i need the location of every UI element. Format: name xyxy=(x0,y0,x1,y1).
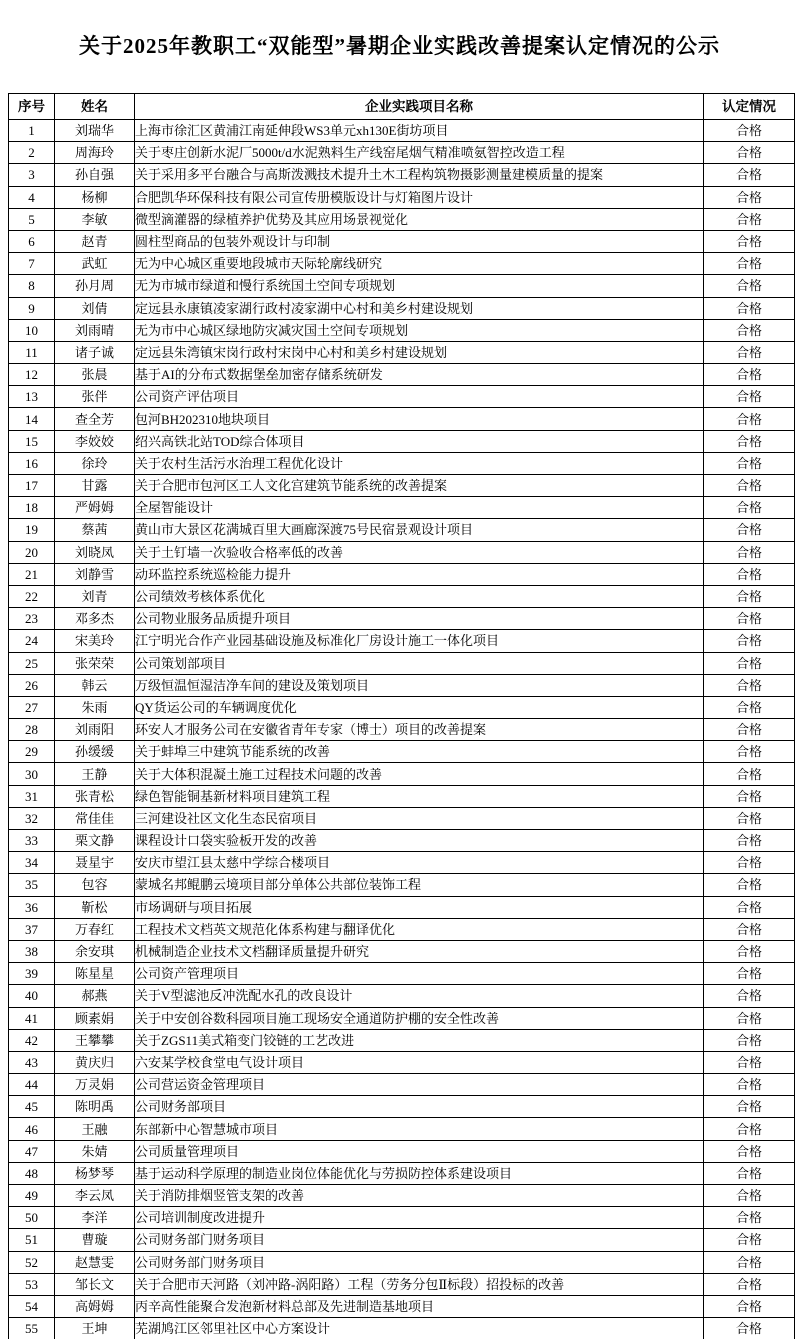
cell-status: 合格 xyxy=(704,985,795,1007)
cell-status: 合格 xyxy=(704,940,795,962)
cell-status: 合格 xyxy=(704,1207,795,1229)
cell-status: 合格 xyxy=(704,608,795,630)
cell-name: 顾素娟 xyxy=(55,1007,135,1029)
table-row xyxy=(9,430,795,452)
cell-name: 李敏 xyxy=(55,208,135,230)
cell-project: 东部新中心智慧城市项目 xyxy=(135,1118,704,1140)
cell-no: 8 xyxy=(9,275,55,297)
cell-project: 动环监控系统巡检能力提升 xyxy=(135,563,704,585)
cell-status: 合格 xyxy=(704,253,795,275)
cell-name: 李洋 xyxy=(55,1207,135,1229)
cell-status: 合格 xyxy=(704,1096,795,1118)
cell-status: 合格 xyxy=(704,696,795,718)
cell-no: 40 xyxy=(9,985,55,1007)
cell-status: 合格 xyxy=(704,297,795,319)
table-row xyxy=(9,208,795,230)
cell-status: 合格 xyxy=(704,1162,795,1184)
table-row xyxy=(9,896,795,918)
cell-status: 合格 xyxy=(704,408,795,430)
cell-no: 19 xyxy=(9,519,55,541)
table-row xyxy=(9,1118,795,1140)
table-row xyxy=(9,1318,795,1339)
cell-status: 合格 xyxy=(704,763,795,785)
cell-status: 合格 xyxy=(704,208,795,230)
cell-name: 朱雨 xyxy=(55,696,135,718)
cell-project: 合肥凯华环保科技有限公司宣传册模版设计与灯箱图片设计 xyxy=(135,186,704,208)
cell-status: 合格 xyxy=(704,807,795,829)
cell-no: 30 xyxy=(9,763,55,785)
cell-name: 李云凤 xyxy=(55,1185,135,1207)
cell-name: 曹璇 xyxy=(55,1229,135,1251)
table-row xyxy=(9,1140,795,1162)
cell-no: 5 xyxy=(9,208,55,230)
cell-status: 合格 xyxy=(704,120,795,142)
cell-no: 22 xyxy=(9,585,55,607)
cell-no: 2 xyxy=(9,142,55,164)
cell-name: 刘青 xyxy=(55,585,135,607)
cell-name: 万灵娟 xyxy=(55,1074,135,1096)
cell-name: 杨梦琴 xyxy=(55,1162,135,1184)
cell-status: 合格 xyxy=(704,230,795,252)
cell-status: 合格 xyxy=(704,1185,795,1207)
cell-no: 54 xyxy=(9,1295,55,1317)
cell-status: 合格 xyxy=(704,1007,795,1029)
cell-name: 陈明禹 xyxy=(55,1096,135,1118)
cell-project: 基于运动科学原理的制造业岗位体能优化与劳损防控体系建设项目 xyxy=(135,1162,704,1184)
table-row xyxy=(9,164,795,186)
cell-project: 公司财务部项目 xyxy=(135,1096,704,1118)
cell-no: 49 xyxy=(9,1185,55,1207)
cell-name: 李姣姣 xyxy=(55,430,135,452)
cell-status: 合格 xyxy=(704,674,795,696)
cell-project: 关于合肥市天河路（刘冲路-涡阳路）工程（劳务分包Ⅱ标段）招投标的改善 xyxy=(135,1273,704,1295)
header-project: 企业实践项目名称 xyxy=(135,94,704,120)
cell-project: 关于V型滤池反冲洗配水孔的改良设计 xyxy=(135,985,704,1007)
title-area xyxy=(0,0,799,93)
cell-name: 常佳佳 xyxy=(55,807,135,829)
table-row xyxy=(9,475,795,497)
cell-name: 邹长文 xyxy=(55,1273,135,1295)
cell-project: 蒙城名邦鲲鹏云境项目部分单体公共部位装饰工程 xyxy=(135,874,704,896)
cell-project: 机械制造企业技术文档翻译质量提升研究 xyxy=(135,940,704,962)
cell-no: 1 xyxy=(9,120,55,142)
cell-project: 公司质量管理项目 xyxy=(135,1140,704,1162)
cell-project: 公司财务部门财务项目 xyxy=(135,1251,704,1273)
table-row xyxy=(9,297,795,319)
cell-name: 邓多杰 xyxy=(55,608,135,630)
cell-no: 17 xyxy=(9,475,55,497)
cell-status: 合格 xyxy=(704,1029,795,1051)
cell-no: 50 xyxy=(9,1207,55,1229)
cell-no: 35 xyxy=(9,874,55,896)
cell-no: 10 xyxy=(9,319,55,341)
cell-status: 合格 xyxy=(704,541,795,563)
table-row xyxy=(9,1051,795,1073)
cell-project: QY货运公司的车辆调度优化 xyxy=(135,696,704,718)
header-row xyxy=(9,94,795,120)
cell-status: 合格 xyxy=(704,1229,795,1251)
cell-no: 27 xyxy=(9,696,55,718)
cell-name: 张青松 xyxy=(55,785,135,807)
table-row xyxy=(9,1096,795,1118)
cell-status: 合格 xyxy=(704,652,795,674)
cell-name: 孙缓缓 xyxy=(55,741,135,763)
header-name: 姓名 xyxy=(55,94,135,120)
cell-no: 32 xyxy=(9,807,55,829)
cell-no: 28 xyxy=(9,719,55,741)
cell-project: 无为市城市绿道和慢行系统国土空间专项规划 xyxy=(135,275,704,297)
cell-project: 包河BH202310地块项目 xyxy=(135,408,704,430)
cell-status: 合格 xyxy=(704,497,795,519)
cell-status: 合格 xyxy=(704,830,795,852)
cell-project: 公司财务部门财务项目 xyxy=(135,1229,704,1251)
cell-name: 聂星宇 xyxy=(55,852,135,874)
cell-no: 25 xyxy=(9,652,55,674)
cell-project: 环安人才服务公司在安徽省青年专家（博士）项目的改善提案 xyxy=(135,719,704,741)
table-row xyxy=(9,763,795,785)
table-row xyxy=(9,120,795,142)
table-row xyxy=(9,1273,795,1295)
cell-no: 31 xyxy=(9,785,55,807)
cell-status: 合格 xyxy=(704,1251,795,1273)
cell-status: 合格 xyxy=(704,719,795,741)
table-row xyxy=(9,918,795,940)
cell-name: 陈星星 xyxy=(55,963,135,985)
table-row xyxy=(9,785,795,807)
cell-name: 甘露 xyxy=(55,475,135,497)
cell-project: 课程设计口袋实验板开发的改善 xyxy=(135,830,704,852)
proposals-table xyxy=(8,93,795,1339)
cell-status: 合格 xyxy=(704,275,795,297)
cell-name: 刘雨阳 xyxy=(55,719,135,741)
cell-status: 合格 xyxy=(704,186,795,208)
cell-no: 48 xyxy=(9,1162,55,1184)
cell-no: 12 xyxy=(9,364,55,386)
table-row xyxy=(9,386,795,408)
cell-name: 包容 xyxy=(55,874,135,896)
table-row xyxy=(9,985,795,1007)
cell-project: 公司培训制度改进提升 xyxy=(135,1207,704,1229)
cell-project: 万级恒温恒湿洁净车间的建设及策划项目 xyxy=(135,674,704,696)
table-row xyxy=(9,1207,795,1229)
cell-no: 46 xyxy=(9,1118,55,1140)
cell-project: 安庆市望江县太慈中学综合楼项目 xyxy=(135,852,704,874)
cell-project: 市场调研与项目拓展 xyxy=(135,896,704,918)
cell-status: 合格 xyxy=(704,1118,795,1140)
cell-status: 合格 xyxy=(704,1318,795,1339)
cell-status: 合格 xyxy=(704,741,795,763)
cell-no: 9 xyxy=(9,297,55,319)
cell-no: 55 xyxy=(9,1318,55,1339)
cell-no: 39 xyxy=(9,963,55,985)
cell-no: 7 xyxy=(9,253,55,275)
cell-status: 合格 xyxy=(704,519,795,541)
cell-status: 合格 xyxy=(704,452,795,474)
cell-name: 赵青 xyxy=(55,230,135,252)
cell-no: 43 xyxy=(9,1051,55,1073)
cell-no: 38 xyxy=(9,940,55,962)
cell-no: 15 xyxy=(9,430,55,452)
cell-status: 合格 xyxy=(704,896,795,918)
cell-no: 41 xyxy=(9,1007,55,1029)
cell-name: 刘倩 xyxy=(55,297,135,319)
cell-no: 51 xyxy=(9,1229,55,1251)
cell-name: 朱婧 xyxy=(55,1140,135,1162)
table-row xyxy=(9,364,795,386)
cell-no: 13 xyxy=(9,386,55,408)
table-header xyxy=(9,94,795,120)
table-row xyxy=(9,319,795,341)
table-row xyxy=(9,1029,795,1051)
cell-project: 公司资产评估项目 xyxy=(135,386,704,408)
cell-project: 关于采用多平台融合与高斯泼溅技术提升土木工程构筑物摄影测量建模质量的提案 xyxy=(135,164,704,186)
cell-project: 关于蚌埠三中建筑节能系统的改善 xyxy=(135,741,704,763)
cell-project: 定远县朱湾镇宋岗行政村宋岗中心村和美乡村建设规划 xyxy=(135,341,704,363)
table-row xyxy=(9,230,795,252)
cell-project: 基于AI的分布式数据堡垒加密存储系统研发 xyxy=(135,364,704,386)
table-row xyxy=(9,253,795,275)
cell-no: 36 xyxy=(9,896,55,918)
cell-project: 关于消防排烟竖管支架的改善 xyxy=(135,1185,704,1207)
table-row xyxy=(9,186,795,208)
cell-name: 王静 xyxy=(55,763,135,785)
table-row xyxy=(9,874,795,896)
table-row xyxy=(9,852,795,874)
cell-no: 29 xyxy=(9,741,55,763)
cell-no: 16 xyxy=(9,452,55,474)
cell-status: 合格 xyxy=(704,585,795,607)
table-row xyxy=(9,807,795,829)
page-title: 关于2025年教职工“双能型”暑期企业实践改善提案认定情况的公示 xyxy=(79,34,720,59)
cell-name: 栗文静 xyxy=(55,830,135,852)
cell-status: 合格 xyxy=(704,852,795,874)
cell-project: 关于中安创谷数科园项目施工现场安全通道防护棚的安全性改善 xyxy=(135,1007,704,1029)
table-row xyxy=(9,741,795,763)
cell-no: 14 xyxy=(9,408,55,430)
table-row xyxy=(9,142,795,164)
cell-status: 合格 xyxy=(704,364,795,386)
cell-status: 合格 xyxy=(704,630,795,652)
cell-no: 37 xyxy=(9,918,55,940)
cell-name: 黄庆归 xyxy=(55,1051,135,1073)
cell-project: 绍兴高铁北站TOD综合体项目 xyxy=(135,430,704,452)
table-row xyxy=(9,341,795,363)
cell-name: 刘静雪 xyxy=(55,563,135,585)
cell-name: 刘晓凤 xyxy=(55,541,135,563)
table-row xyxy=(9,1295,795,1317)
cell-name: 张伴 xyxy=(55,386,135,408)
table-row xyxy=(9,541,795,563)
cell-no: 21 xyxy=(9,563,55,585)
table-row xyxy=(9,963,795,985)
cell-no: 24 xyxy=(9,630,55,652)
cell-name: 蔡茜 xyxy=(55,519,135,541)
cell-status: 合格 xyxy=(704,386,795,408)
table-row xyxy=(9,275,795,297)
cell-name: 靳松 xyxy=(55,896,135,918)
cell-no: 26 xyxy=(9,674,55,696)
cell-status: 合格 xyxy=(704,475,795,497)
cell-project: 六安某学校食堂电气设计项目 xyxy=(135,1051,704,1073)
header-no: 序号 xyxy=(9,94,55,120)
cell-project: 丙辛高性能聚合发泡新材料总部及先进制造基地项目 xyxy=(135,1295,704,1317)
cell-name: 郝燕 xyxy=(55,985,135,1007)
table-row xyxy=(9,1251,795,1273)
cell-status: 合格 xyxy=(704,563,795,585)
cell-status: 合格 xyxy=(704,785,795,807)
table-row xyxy=(9,696,795,718)
cell-project: 公司资产管理项目 xyxy=(135,963,704,985)
cell-project: 绿色智能铜基新材料项目建筑工程 xyxy=(135,785,704,807)
cell-no: 47 xyxy=(9,1140,55,1162)
table-row xyxy=(9,940,795,962)
cell-name: 武虹 xyxy=(55,253,135,275)
cell-project: 上海市徐汇区黄浦江南延伸段WS3单元xh130E街坊项目 xyxy=(135,120,704,142)
table-row xyxy=(9,585,795,607)
cell-no: 44 xyxy=(9,1074,55,1096)
table-body xyxy=(9,120,795,1339)
cell-project: 关于农村生活污水治理工程优化设计 xyxy=(135,452,704,474)
cell-status: 合格 xyxy=(704,1051,795,1073)
cell-no: 4 xyxy=(9,186,55,208)
cell-project: 关于大体积混凝土施工过程技术问题的改善 xyxy=(135,763,704,785)
cell-no: 42 xyxy=(9,1029,55,1051)
cell-status: 合格 xyxy=(704,1273,795,1295)
cell-name: 王坤 xyxy=(55,1318,135,1339)
cell-no: 20 xyxy=(9,541,55,563)
cell-name: 张晨 xyxy=(55,364,135,386)
cell-no: 34 xyxy=(9,852,55,874)
cell-name: 万春红 xyxy=(55,918,135,940)
cell-project: 定远县永康镇凌家湖行政村凌家湖中心村和美乡村建设规划 xyxy=(135,297,704,319)
cell-project: 关于合肥市包河区工人文化宫建筑节能系统的改善提案 xyxy=(135,475,704,497)
table-row xyxy=(9,452,795,474)
table-row xyxy=(9,1074,795,1096)
table-row xyxy=(9,519,795,541)
cell-status: 合格 xyxy=(704,963,795,985)
table-row xyxy=(9,652,795,674)
cell-project: 公司绩效考核体系优化 xyxy=(135,585,704,607)
cell-name: 余安琪 xyxy=(55,940,135,962)
cell-project: 工程技术文档英文规范化体系构建与翻译优化 xyxy=(135,918,704,940)
table-row xyxy=(9,408,795,430)
cell-name: 张荣荣 xyxy=(55,652,135,674)
cell-project: 圆柱型商品的包装外观设计与印制 xyxy=(135,230,704,252)
cell-name: 查全芳 xyxy=(55,408,135,430)
cell-status: 合格 xyxy=(704,1140,795,1162)
cell-name: 韩云 xyxy=(55,674,135,696)
cell-project: 公司物业服务品质提升项目 xyxy=(135,608,704,630)
cell-no: 53 xyxy=(9,1273,55,1295)
cell-name: 高姆姆 xyxy=(55,1295,135,1317)
cell-status: 合格 xyxy=(704,341,795,363)
cell-no: 23 xyxy=(9,608,55,630)
cell-no: 33 xyxy=(9,830,55,852)
cell-name: 周海玲 xyxy=(55,142,135,164)
cell-name: 徐玲 xyxy=(55,452,135,474)
cell-project: 芜湖鸠江区邻里社区中心方案设计 xyxy=(135,1318,704,1339)
cell-project: 江宁明光合作产业园基础设施及标准化厂房设计施工一体化项目 xyxy=(135,630,704,652)
table-row xyxy=(9,719,795,741)
cell-project: 关于土钉墙一次验收合格率低的改善 xyxy=(135,541,704,563)
cell-name: 杨柳 xyxy=(55,186,135,208)
cell-project: 关于ZGS11美式箱变门铰链的工艺改进 xyxy=(135,1029,704,1051)
cell-name: 诸子诚 xyxy=(55,341,135,363)
cell-name: 刘雨晴 xyxy=(55,319,135,341)
cell-no: 6 xyxy=(9,230,55,252)
cell-name: 王融 xyxy=(55,1118,135,1140)
cell-name: 严姆姆 xyxy=(55,497,135,519)
table-row xyxy=(9,674,795,696)
cell-project: 关于枣庄创新水泥厂5000t/d水泥熟料生产线窑尾烟气精准喷氨智控改造工程 xyxy=(135,142,704,164)
table-row xyxy=(9,1162,795,1184)
cell-project: 无为市中心城区绿地防灾减灾国土空间专项规划 xyxy=(135,319,704,341)
cell-no: 52 xyxy=(9,1251,55,1273)
cell-name: 赵慧雯 xyxy=(55,1251,135,1273)
table-row xyxy=(9,1007,795,1029)
table-row xyxy=(9,830,795,852)
cell-project: 无为中心城区重要地段城市天际轮廓线研究 xyxy=(135,253,704,275)
table-row xyxy=(9,1185,795,1207)
cell-name: 刘瑞华 xyxy=(55,120,135,142)
cell-project: 三河建设社区文化生态民宿项目 xyxy=(135,807,704,829)
cell-project: 公司营运资金管理项目 xyxy=(135,1074,704,1096)
cell-status: 合格 xyxy=(704,142,795,164)
cell-name: 孙月周 xyxy=(55,275,135,297)
cell-status: 合格 xyxy=(704,164,795,186)
cell-name: 王攀攀 xyxy=(55,1029,135,1051)
cell-project: 黄山市大景区花满城百里大画廊深渡75号民宿景观设计项目 xyxy=(135,519,704,541)
cell-project: 微型滴灌器的绿植养护优势及其应用场景视觉化 xyxy=(135,208,704,230)
table-row xyxy=(9,1229,795,1251)
cell-no: 11 xyxy=(9,341,55,363)
table-row xyxy=(9,630,795,652)
cell-name: 孙自强 xyxy=(55,164,135,186)
cell-status: 合格 xyxy=(704,918,795,940)
cell-status: 合格 xyxy=(704,319,795,341)
cell-project: 全屋智能设计 xyxy=(135,497,704,519)
cell-no: 18 xyxy=(9,497,55,519)
cell-status: 合格 xyxy=(704,1074,795,1096)
cell-status: 合格 xyxy=(704,1295,795,1317)
table-row xyxy=(9,608,795,630)
table-row xyxy=(9,497,795,519)
cell-status: 合格 xyxy=(704,430,795,452)
cell-no: 3 xyxy=(9,164,55,186)
cell-status: 合格 xyxy=(704,874,795,896)
cell-name: 宋美玲 xyxy=(55,630,135,652)
table-row xyxy=(9,563,795,585)
cell-no: 45 xyxy=(9,1096,55,1118)
header-status: 认定情况 xyxy=(704,94,795,120)
cell-project: 公司策划部项目 xyxy=(135,652,704,674)
